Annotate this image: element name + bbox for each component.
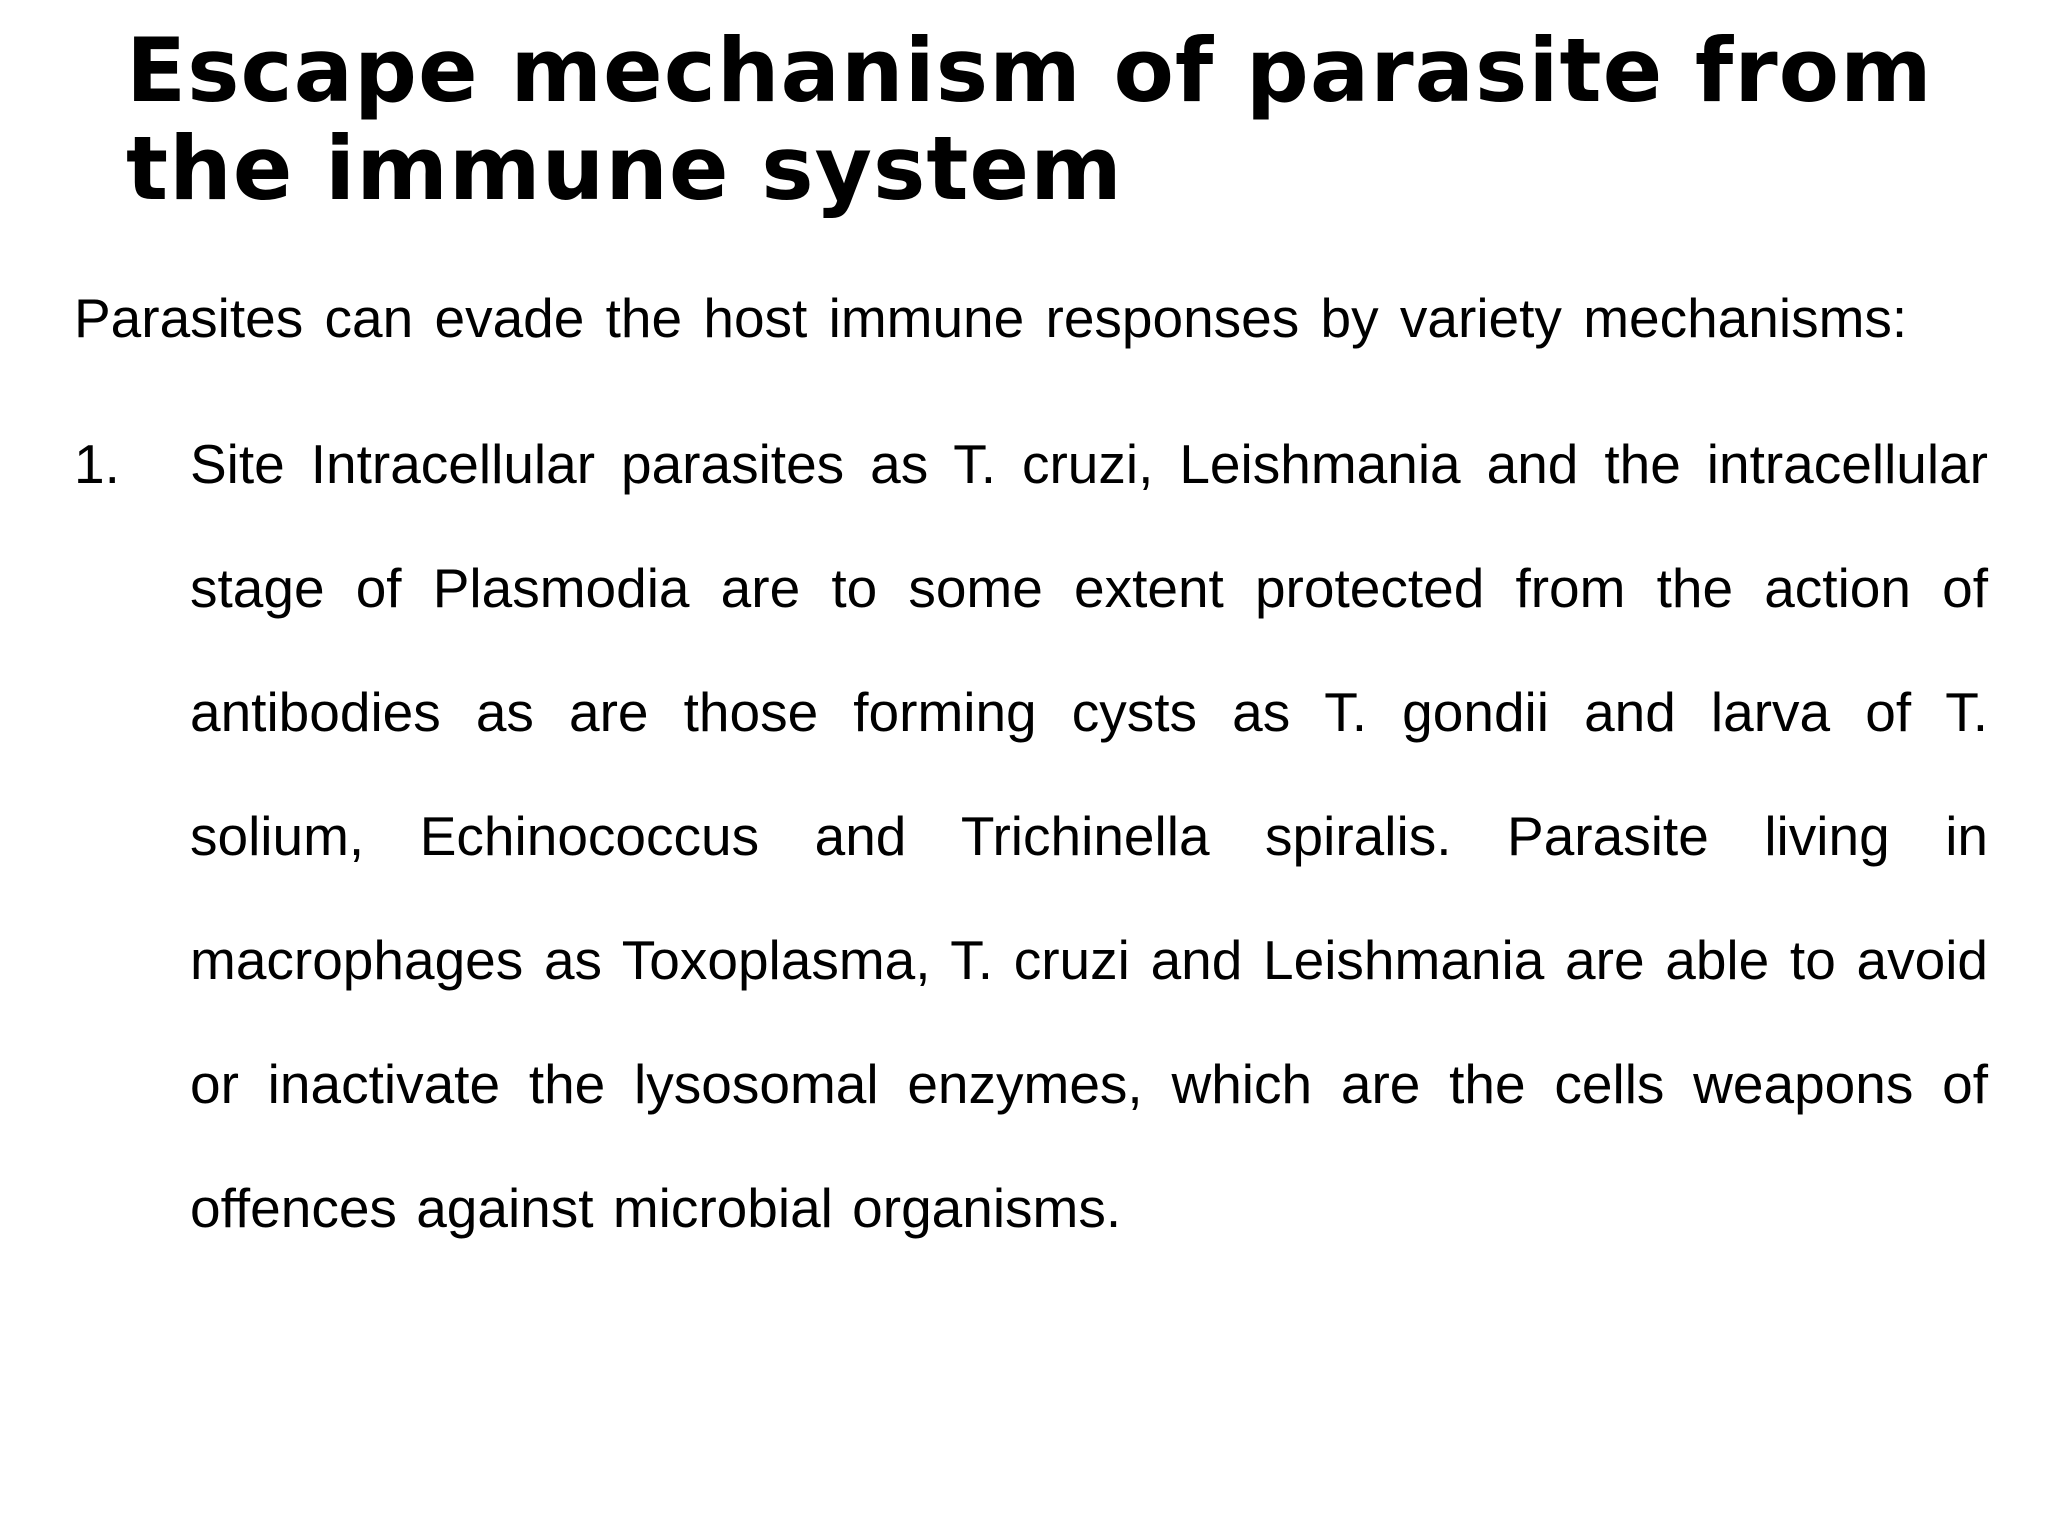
list-item-number: 1. <box>74 433 120 495</box>
list-item <box>74 402 1988 1270</box>
mechanism-list <box>74 402 1988 1270</box>
slide-title: Escape mechanism of parasite from the immune system <box>126 19 1933 220</box>
intro-paragraph: Parasites can evade the host immune responses by variety mechanisms: <box>74 287 1908 349</box>
slide-body <box>74 256 1988 1270</box>
list-item-text: Site Intracellular parasites as T. cruzi, Leishmania and the intracellular stage of Plasmodia are to some extent protected from the action of antibodies as are those forming cysts as T. gondii and larva of T. solium, Echinococcus and Trichinella spiralis. Parasite living in macrophages as Toxoplasma, T. cruzi and Leishmania are able to avoid or inactivate the lysosomal enzymes, which are the cells weapons of offences against microbial organisms. <box>190 433 1988 1239</box>
